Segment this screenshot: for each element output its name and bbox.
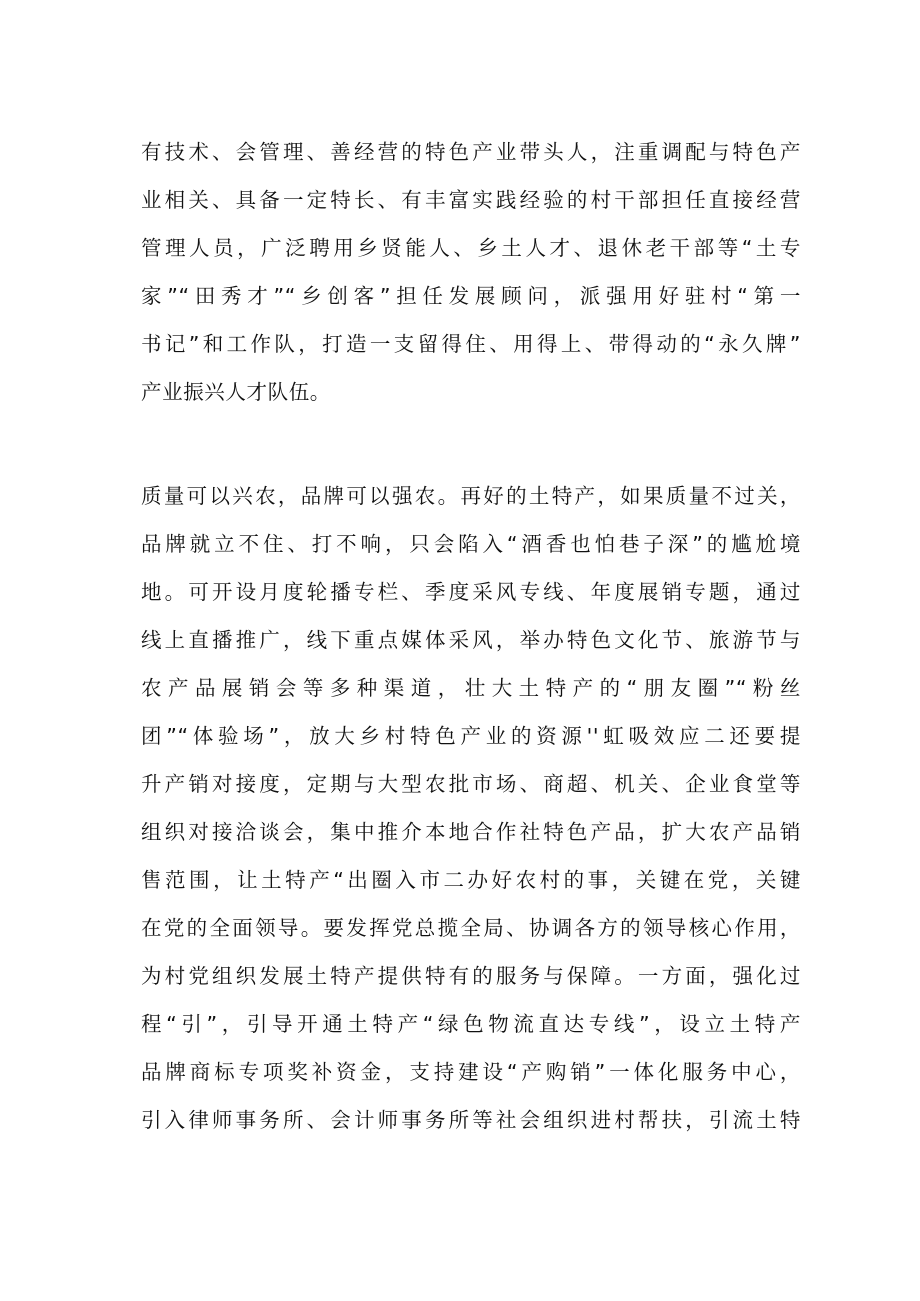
text-line: 地。可开设月度轮播专栏、季度采风专线、年度展销专题，通过 (141, 580, 801, 604)
text-line: 团”“体验场”，放大乡村特色产业的资源''虹吸效应二还要提 (141, 724, 801, 748)
text-line: 升产销对接度，定期与大型农批市场、商超、机关、企业食堂等 (141, 772, 801, 796)
text-line: 质量可以兴农，品牌可以强农。再好的土特产，如果质量不过关， (141, 484, 801, 508)
text-line: 管理人员，广泛聘用乡贤能人、乡土人才、退休老干部等“土专 (141, 236, 801, 260)
text-line: 产业振兴人才队伍。 (141, 380, 331, 404)
text-line: 程“引”，引导开通土特产“绿色物流直达专线”，设立土特产 (141, 1012, 801, 1036)
text-line: 书记”和工作队，打造一支留得住、用得上、带得动的“永久牌” (141, 332, 801, 356)
text-line: 为村党组织发展土特产提供特有的服务与保障。一方面，强化过 (141, 964, 801, 988)
paragraph-2 (141, 472, 801, 1144)
text-line: 品牌就立不住、打不响，只会陷入“酒香也怕巷子深”的尴尬境 (141, 532, 801, 556)
paragraph-1 (141, 128, 801, 416)
text-line: 组织对接洽谈会，集中推介本地合作社特色产品，扩大农产品销 (141, 820, 801, 844)
text-line: 线上直播推广，线下重点媒体采风，举办特色文化节、旅游节与 (141, 628, 801, 652)
text-line: 有技术、会管理、善经营的特色产业带头人，注重调配与特色产 (141, 140, 801, 164)
text-line: 引入律师事务所、会计师事务所等社会组织进村帮扶，引流土特 (141, 1108, 801, 1132)
text-line: 售范围，让土特产“出圈入市二办好农村的事，关键在党，关键 (141, 868, 801, 892)
text-line: 家”“田秀才”“乡创客”担任发展顾问，派强用好驻村“第一 (141, 284, 801, 308)
text-line: 在党的全面领导。要发挥党总揽全局、协调各方的领导核心作用， (141, 916, 801, 940)
text-line: 农产品展销会等多种渠道，壮大土特产的“朋友圈”“粉丝 (141, 676, 801, 700)
text-line: 业相关、具备一定特长、有丰富实践经验的村干部担任直接经营 (141, 188, 801, 212)
text-line: 品牌商标专项奖补资金，支持建设“产购销”一体化服务中心， (141, 1060, 801, 1084)
